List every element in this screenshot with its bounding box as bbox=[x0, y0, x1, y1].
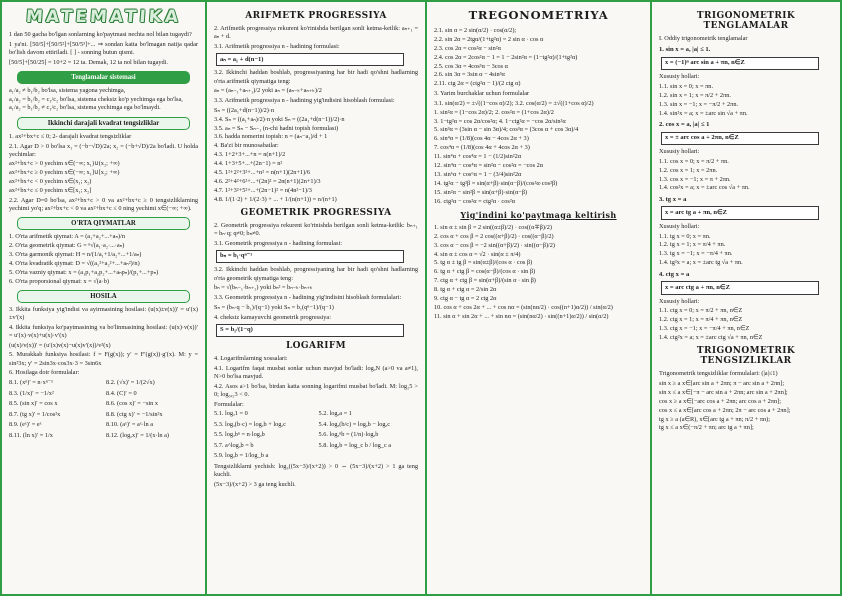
paragraph: 5. Murakkab funksiya hosilasi: f = F(g(x)); y′ = F′(g(x))·g′(x). M: y = sin²3x; y′ = 2sin3x·cos3x·3 = 3sin6x bbox=[9, 351, 198, 367]
formula-line: (5x−3)/(x+2) > 3 ga teng kuchli. bbox=[214, 481, 296, 489]
formula-line: 8.3. (1/x)′ = −1/x² bbox=[9, 389, 54, 397]
formula-line: 5. sin³α = (3sin α − sin 3α)/4; cos³α = (3cos α + cos 3α)/4 bbox=[434, 126, 579, 134]
column-tenglamalar bbox=[652, 2, 840, 594]
formula-line: a₁/a₂ = b₁/b₂ = c₁/c₂ bo'lsa, sistema cheksiz ko'p yechimga ega bo'lsa, bbox=[9, 95, 183, 103]
formula-line: 1.3. sin x = −1; x = −π/2 + 2πn. bbox=[659, 100, 739, 108]
formula-line: 1.3. ctg x = −1; x = −π/4 + πn, n∈Z bbox=[659, 325, 750, 333]
formula-line: 1.2. ctg x = 1; x = π/4 + πn, n∈Z bbox=[659, 316, 743, 324]
boxed-section-header: HOSILA bbox=[17, 290, 190, 303]
formula-line: 1.2. tg x = 1; x = π/4 + πn. bbox=[659, 241, 726, 249]
formula-line: 8.5. (sin x)′ = cos x bbox=[9, 400, 58, 408]
boxed-formula: x = arc ctg a + πn, n∈Z bbox=[661, 281, 819, 294]
formula-line: 1.2. sin x = 1; x = π/2 + 2πn. bbox=[659, 91, 731, 99]
formula-line: ax²+bx+c ≤ 0 yechim x∈[x₁; x₂] bbox=[9, 187, 92, 195]
paragraph: 4. Logarifmlarning xossalari: bbox=[214, 355, 288, 363]
formula-line: 3.4. Sₙ = ((a₁+aₙ)/2)·n yoki Sₙ = ((2a₁+d(n−1))/2)·n bbox=[214, 115, 345, 123]
paragraph: 3.1. Geometrik progressiya n - hadining formulasi: bbox=[214, 239, 343, 247]
formula-line: Formulalar: bbox=[214, 400, 244, 408]
formula-line: 7. ctg α + ctg β = sin(α+β)/(sin α · sin β) bbox=[434, 277, 536, 285]
formula-line: 1. sin²α = (1−cos 2α)/2; 2. cos²α = (1+cos 2α)/2 bbox=[434, 108, 554, 116]
paragraph: 3.1. Arifmetik progressiya n - hadining formulasi: bbox=[214, 42, 340, 50]
section-header: TRIGONOMETRIK TENGLAMALAR bbox=[696, 11, 796, 31]
formula-line: 4. O'rta kvadratik qiymat: D = √((a₁²+a₂²+...+aₙ²)/n) bbox=[9, 259, 140, 267]
paragraph: I. Oddiy trigonometrik tenglamalar bbox=[659, 35, 748, 42]
formula-line: 3. tg x = a bbox=[659, 195, 687, 203]
section-header: GEOMETRIK PROGRESSIYA bbox=[240, 207, 392, 218]
formula-line: tg x ≥ a (a∈R), x∈[arc tg a + πn; π/2 + πn); bbox=[659, 415, 770, 423]
formula-line: 15. sin²α − sin²β = sin(α+β)·sin(α−β) bbox=[434, 188, 528, 196]
formula-line: 4.4. 1+3+5+...+(2n−1) = n² bbox=[214, 160, 283, 168]
formula-line: 3. cos α − cos β = −2 sin((α+β)/2) · sin((α−β)/2) bbox=[434, 241, 556, 249]
formula-line: 1.1. ctg x = 0; x = π/2 + πn, n∈Z bbox=[659, 307, 743, 315]
formula-line: 8.8. (ctg x)′ = −1/sin²x bbox=[106, 410, 163, 418]
paragraph: 1 dan 50 gacha bo'lgan sonlarning ko'paytmasi nechta nol bilan tugaydi? bbox=[9, 31, 192, 38]
formula-line: 5.4. logₐ(b/c) = logₐb − logₐc bbox=[318, 420, 391, 428]
paragraph: Xususiy hollari: bbox=[659, 222, 700, 230]
formula-line: 4.3. 1+2+3+...+n = n(n+1)/2 bbox=[214, 151, 286, 159]
formula-line: 8.10. (aˣ)′ = aˣ·ln a bbox=[106, 421, 154, 429]
paragraph: 2. Geometrik progressiya rekurent ko'rinishda berilgan sonli ketma-ketlik: bₙ₊₁ = bₙ·q; q≠0; bₙ≠0. bbox=[214, 221, 418, 238]
formula-line: 1. sin α ± sin β = 2 sin((α±β)/2) · cos((α∓β)/2) bbox=[434, 223, 552, 231]
formula-line: Sₙ = ((2a₁+d(n−1))/2)·n bbox=[214, 106, 275, 114]
formula-line: bₙ = √(bₙ₋₁·bₙ₊₁) yoki bₙ² = bₙ₋ₖ·bₙ₊ₖ bbox=[214, 284, 313, 292]
formula-line: 4. sin α ± cos α = √2 · sin(α ± π/4) bbox=[434, 250, 521, 258]
paragraph: Xususiy hollari: bbox=[659, 148, 700, 156]
formula-line: 8. tg α + ctg α = 2/sin 2α bbox=[434, 286, 497, 294]
formula-line: 1. sin x = a, |a| ≤ 1. bbox=[659, 46, 711, 54]
paragraph: 4.1. Logarifm faqat musbat sonlar uchun mavjud bo'ladi: logₐN (a>0 va a≠1), N>0 bo'lsa mavjud. bbox=[214, 364, 418, 380]
paragraph: 2.2. Agar D=0 bo'lsa, ax²+bx+c > 0 va ax²+bx+c ≥ 0 tengsizliklarning yechimi yo'q; ax²+bx+c < 0 va ax²+bx+c ≤ 0 ning yechimi x∈(−∞; +∞). bbox=[9, 196, 198, 213]
formula-line: 5.5. logₐbⁿ = n·logₐb bbox=[214, 431, 265, 439]
paragraph: 2. Arifmetik progressiya rekurent ko'rinishda berilgan sonli ketma-ketlik: aₙ₊₁ = aₙ + d. bbox=[214, 25, 418, 41]
formula-line: 9. ctg α − tg α = 2 ctg 2α bbox=[434, 295, 497, 303]
paragraph: 3.2. Ikkinchi haddan boshlab, progressiyaning har bir hadi qo'shni hadlarning o'rta arifmetik qiymatiga teng: bbox=[214, 69, 418, 85]
formula-line: 2.6. sin 3α = 3sin α − 4sin³α bbox=[434, 71, 505, 79]
formula-line: 8.11. (ln x)′ = 1/x bbox=[9, 431, 53, 439]
section-header: TREGONOMETRIYA bbox=[468, 8, 609, 22]
paragraph: 3. Yarim burchaklar uchun formulalar bbox=[434, 90, 530, 98]
formula-line: 8.6. (cos x)′ = −sin x bbox=[106, 400, 159, 408]
formula-line: 5.9. logₐb = 1/log_b a bbox=[214, 452, 269, 460]
formula-line: Sₙ = (bₙ·q − b₁)/(q−1) yoki Sₙ = b₁(qⁿ−1)/(q−1) bbox=[214, 303, 334, 311]
formula-line: (u(x)/v(x))′ = (u′(x)v(x)−u(x)v′(x))/v²(x) bbox=[9, 341, 111, 349]
formula-line: 5.3. logₐ(b·c) = logₐb + logₐc bbox=[214, 420, 286, 428]
formula-line: 5. tg α ± tg β = sin(α±β)/(cos α · cos β) bbox=[434, 259, 533, 267]
formula-line: 5. O'rta vazniy qiymat: x = (a₁p₁+a₂p₂+...+aₙpₙ)/(p₁+...+pₙ) bbox=[9, 268, 159, 276]
formula-line: 14. tg²α − tg²β = sin(α+β)·sin(α−β)/(cos²α·cos²β) bbox=[434, 179, 558, 187]
formula-grid bbox=[9, 379, 198, 441]
formula-line: 4.6. 2²+4²+6²+...+(2n)² = 2n(n+1)(2n+1)/3 bbox=[214, 177, 321, 185]
formula-line: 1.4. tg²x = a; x = ±arc tg √a + πn. bbox=[659, 259, 743, 267]
formula-line: ax²+bx+c > 0 yechim x∈(−∞; x₁)∪(x₂; +∞) bbox=[9, 160, 120, 168]
formula-line: a₁/a₂ ≠ b₁/b₂ bo'lsa, sistema yagona yechimga, bbox=[9, 86, 126, 94]
paragraph: 2.1. Agar D > 0 bo'lsa x₁ = (−b−√D)/2a; x₂ = (−b+√D)/2a bo'ladi. U holda yechimlar: bbox=[9, 142, 198, 158]
formula-line: 1.1. sin x = 0; x = πn. bbox=[659, 82, 714, 90]
formula-line: 16. ctg²α − cos²α = ctg²α · cos²α bbox=[434, 197, 516, 205]
formula-line: tg x ≤ a x∈(−π/2 + πn; arc tg a + πn]; bbox=[659, 424, 754, 432]
paragraph: 4.2. Asos a>1 bo'lsa, birdan katta sonning logarifmi musbat bo'ladi. M: log₂5 > 0; log₀,₅3 < 0. bbox=[214, 382, 418, 398]
formula-line: 1.2. cos x = 1; x = 2πn. bbox=[659, 166, 718, 174]
paragraph: 3.2. Ikkinchi haddan boshlab, progressiyaning har bir hadi qo'shni hadlarning o'rta geometrik qiymatiga teng: bbox=[214, 266, 418, 282]
column-trigonometriya bbox=[427, 2, 652, 594]
formula-line: 2.5. cos 3α = 4cos³α − 3cos α bbox=[434, 62, 508, 70]
formula-line: 8.7. (tg x)′ = 1/cos²x bbox=[9, 410, 61, 418]
paragraph: Tengsizliklarni yechish: log₃((5x−3)/(x+2)) > 0 ⇔ (5x−3)/(x+2) > 1 ga teng kuchli. bbox=[214, 463, 418, 479]
formula-line: 3.5. aₙ = Sₙ − Sₙ₋₁ (n-chi hadni topish formulasi) bbox=[214, 124, 339, 132]
paragraph: 3.3. Arifmetik progressiya n - hadining yig'indisini hisoblash formulasi: bbox=[214, 97, 395, 105]
section-header: LOGARIFM bbox=[285, 341, 347, 352]
formula-line: 8.9. (eˣ)′ = eˣ bbox=[9, 421, 42, 429]
formula-line: 3. O'rta garmonik qiymat: H = n/(1/a₁+1/a₂+...+1/aₙ) bbox=[9, 251, 142, 258]
boxed-formula: bₙ = b₁·qⁿ⁻¹ bbox=[216, 250, 404, 263]
formula-line: cos x ≥ a x∈[−arc cos a + 2πn; arc cos a + 2πn]; bbox=[659, 397, 781, 405]
boxed-formula: S = b₁/(1−q) bbox=[216, 324, 404, 337]
boxed-formula: aₙ = a₁ + d(n−1) bbox=[216, 53, 404, 66]
formula-line: 4.5. 1²+2²+3²+...+n² = n(n+1)(2n+1)/6 bbox=[214, 169, 311, 176]
column-progressiyalar bbox=[207, 2, 427, 594]
paragraph: 3. Ikkita funksiya yig'indisi va ayirmasining hosilasi: (u(x)±v(x))′ = u′(x)±v′(x) bbox=[9, 305, 198, 322]
formula-line: a₁/a₂ = b₁/b₂ ≠ c₁/c₂ bo'lsa, sistema yechimga ega bo'lmaydi. bbox=[9, 104, 161, 112]
formula-line: 4.8. 1/(1·2) + 1/(2·3) + ... + 1/(n(n+1)) = n/(n+1) bbox=[214, 195, 337, 203]
formula-line: 2. cos α + cos β = 2 cos((α+β)/2) · cos((α−β)/2) bbox=[434, 232, 554, 240]
formula-line: 6. sin⁴α = (1/8)(cos 4α − 4cos 2α + 3) bbox=[434, 135, 529, 143]
formula-line: 6. Hosilaga doir formulalar: bbox=[9, 369, 80, 377]
formula-grid bbox=[214, 410, 418, 461]
section-header: Yig'indini ko'paytmaga keltirish bbox=[460, 209, 617, 220]
paragraph: Xususiy hollari: bbox=[659, 297, 700, 305]
formula-line: 1. O'rta arifmetik qiymat: A = (a₁+a₂+...+aₙ)/n bbox=[9, 233, 125, 241]
boxed-section-header: O'RTA QIYMATLAR bbox=[17, 217, 190, 230]
paragraph: 3.3. Geometrik progressiya n - hadining yig'indisini hisoblash formulalari: bbox=[214, 294, 402, 302]
formula-line: 8.4. (C)′ = 0 bbox=[106, 389, 137, 397]
boxed-section-header: Tenglamalar sistemasi bbox=[17, 71, 190, 84]
formula-line: 5.8. logₐb = log_c b / log_c a bbox=[318, 441, 392, 449]
boxed-formula: x = arc tg a + πn, n∈Z bbox=[661, 206, 819, 219]
formula-line: 2. cos x = a, |a| ≤ 1 bbox=[659, 120, 710, 128]
boxed-section-header: Ikkinchi darajali kvadrat tengsizliklar bbox=[17, 117, 190, 130]
formula-line: 1.4. sin²x = a; x = ±arc sin √a + πn. bbox=[659, 109, 748, 117]
formula-line: 8.12. (logₐx)′ = 1/(x·ln a) bbox=[106, 431, 169, 439]
formula-line: 1.4. ctg²x = a; x = ±arc ctg √a + πn, n∈Z bbox=[659, 334, 763, 341]
formula-line: 13. sin⁶α + cos⁶α = 1 − (3/4)sin²2α bbox=[434, 170, 522, 178]
formula-line: 1.4. cos²x = a; x = ±arc cos √a + πn. bbox=[659, 184, 750, 192]
paragraph: 4. cheksiz kamayuvchi geometrik progressiya: bbox=[214, 313, 331, 321]
formula-line: 7. cos⁴α = (1/8)(cos 4α + 4cos 2α + 3) bbox=[434, 144, 530, 152]
formula-line: 2. O'rta geometrik qiymat: G = ⁿ√(a₁·a₂·...·aₙ) bbox=[9, 242, 125, 250]
formula-line: 8.1. (xⁿ)′ = n·xⁿ⁻¹ bbox=[9, 379, 54, 387]
boxed-formula: x = (−1)ⁿ arc sin a + πn, n∈Z bbox=[661, 57, 819, 70]
formula-line: 8.2. (√x)′ = 1/(2√x) bbox=[106, 379, 155, 387]
section-header: TRIGONOMETRIK TENGSIZLIKLAR bbox=[696, 346, 796, 367]
formula-line: 1.3. cos x = −1; x = π + 2πn. bbox=[659, 175, 731, 183]
formula-line: sin x ≥ a x∈[arc sin a + 2πn; π − arc sin a + 2πn]; bbox=[659, 379, 785, 387]
formula-line: 2.4. cos 2α = 2cos²α − 1 = 1 − 2sin²α = (1−tg²α)/(1+tg²α) bbox=[434, 53, 578, 61]
formula-line: 5.7. a^logₐb = b bbox=[214, 441, 254, 449]
decorative-title: MATEMATIKA bbox=[25, 7, 182, 27]
paragraph: 1 ya'ni. [50/5]+[50/5²]+[50/5³]+... ⇒ sondan katta bo'lmagan natija qadar bo'lish davom ettiriladi. [ ] - sonning butun qismi. bbox=[9, 40, 198, 56]
formula-line: 1.3. tg x = −1; x = −π/4 + πn. bbox=[659, 250, 733, 258]
boxed-formula: x = ± arc cos a + 2πn, n∈Z bbox=[661, 132, 819, 145]
formula-line: 3.6. hadda nomerini topish: n = (aₙ−a₁)/d + 1 bbox=[214, 133, 328, 141]
formula-line: 1.1. tg x = 0; x = πn. bbox=[659, 232, 711, 240]
formula-line: cos x ≤ a x∈[arc cos a + 2πn; 2π − arc cos a + 2πn]; bbox=[659, 406, 791, 414]
formula-line: 1. ax²+bx+c ≤ 0; 2- darajali kvadrat tengsizliklar bbox=[9, 132, 132, 140]
formula-line: 5.1. logₐ1 = 0 bbox=[214, 410, 248, 418]
formula-line: 3. 1−tg²α = cos 2α/cos²α; 4. 1−ctg²α = −cos 2α/sin²α bbox=[434, 117, 566, 125]
formula-line: 11. sin α + sin 2α + ... + sin nα = (sin(nα/2) · sin((n+1)α/2)) / sin(α/2) bbox=[434, 312, 609, 320]
formula-line: 2.2. sin 2α = 2tgα/(1+tg²α) = 2 sin α · cos α bbox=[434, 35, 544, 43]
formula-line: 1.1. cos x = 0; x = π/2 + πn. bbox=[659, 157, 729, 165]
formula-line: 4.7. 1²+3²+5²+...+(2n−1)² = n(4n²−1)/3 bbox=[214, 186, 312, 194]
formula-line: 10. cos α + cos 2α + ... + cos nα = (sin(nα/2) · cos((n+1)α/2)) / sin(α/2) bbox=[434, 303, 613, 311]
formula-line: ax²+bx+c < 0 yechim x∈(x₁; x₂) bbox=[9, 178, 92, 186]
formula-line: 4. ctg x = a bbox=[659, 270, 690, 278]
formula-line: 6. O'rta proporsional qiymat: x = √(a·b) bbox=[9, 277, 109, 285]
formula-line: sin x ≤ a x∈[−π − arc sin a + 2πn; arc sin a + 2πn]; bbox=[659, 388, 788, 396]
formula-line: 3.1. sin(α/2) = ±√((1−cos α)/2); 3.2. cos(α/2) = ±√((1+cos α)/2) bbox=[434, 99, 594, 107]
formula-line: aₙ = (aₙ₋₁+aₙ₊₁)/2 yoki aₙ = (aₙ₋ₖ+aₙ₊ₖ)/2 bbox=[214, 87, 322, 95]
column-matematika bbox=[2, 2, 207, 594]
paragraph: Xususiy hollari: bbox=[659, 73, 700, 81]
paragraph: [50/5]+[50/25] = 10+2 = 12 ta. Demak, 12 ta nol bilan tugaydi. bbox=[9, 58, 169, 66]
formula-line: 5.6. logₐⁿb = (1/n)·logₐb bbox=[318, 431, 379, 439]
paragraph: 4. Ikkita funksiya ko'paytmasining va bo'linmasining hosilasi: (u(x)·v(x))′ = u′(x)·v(x)+u(x)·v′(x) bbox=[9, 323, 198, 339]
formula-line: 12. sin⁴α − cos⁴α = sin²α − cos²α = −cos 2α bbox=[434, 162, 544, 170]
formula-line: 5.2. logₐa = 1 bbox=[318, 410, 352, 418]
formula-line: 4. Ba'zi bir munosabatlar: bbox=[214, 142, 279, 150]
formula-line: 11. sin⁴α + cos⁴α = 1 − (1/2)sin²2α bbox=[434, 153, 522, 161]
formula-line: ax²+bx+c ≥ 0 yechim x∈(−∞; x₁]∪[x₂; +∞) bbox=[9, 169, 120, 177]
formula-line: 6. tg α + ctg β = cos(α−β)/(cos α · sin β) bbox=[434, 268, 536, 276]
section-header: ARIFMETK PROGRESSIYA bbox=[245, 11, 387, 21]
paragraph: Trigonometrik tengsizliklar formulalari: (|a|≤1) bbox=[659, 370, 778, 378]
formula-line: 2.3. cos 2α = cos²α − sin²α bbox=[434, 44, 501, 52]
formula-line: 2.11. ctg 2α = (ctg²α − 1)/(2 ctg α) bbox=[434, 80, 521, 88]
formula-line: 2.1. sin α = 2 sin(α/2) · cos(α/2); bbox=[434, 27, 517, 34]
